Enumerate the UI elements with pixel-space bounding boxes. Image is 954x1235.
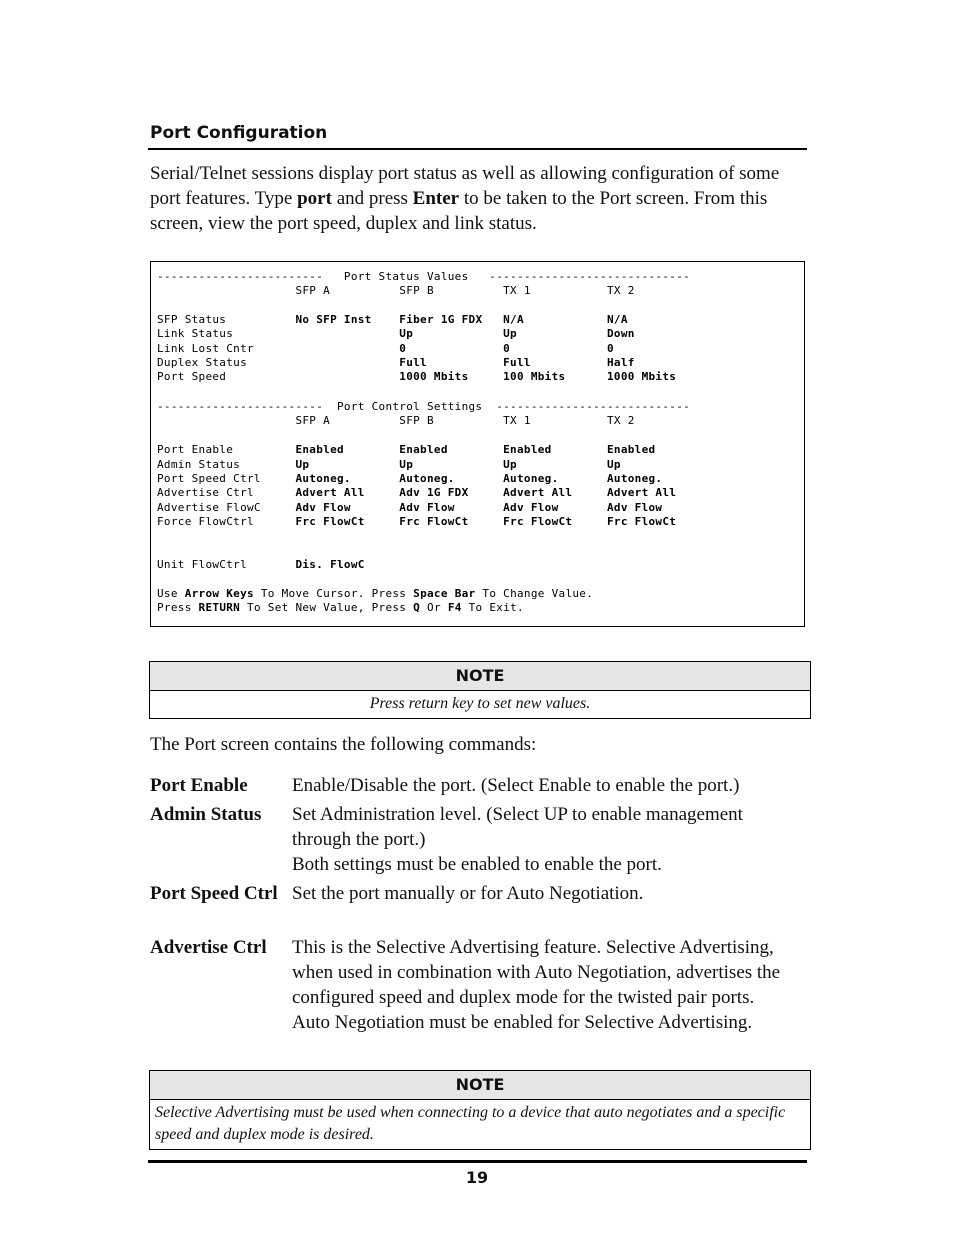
control-row xyxy=(157,458,621,472)
command-desc-port-speed-ctrl: Set the port manually or for Auto Negotiation. xyxy=(292,883,644,904)
help-text: Press xyxy=(157,601,199,614)
control-row-values: Up Up Up Up xyxy=(295,458,621,471)
control-header-line: ------------------------ Port Control Settings ---------------------------- xyxy=(157,400,691,413)
command-desc-advertise-ctrl: This is the Selective Advertising feature. Selective Advertising, when used in combination with Auto Negotiation, advertises the configured speed and duplex mode for the twisted pair ports. Auto Negotiation must be enabled for Selective Advertising. xyxy=(292,937,781,1033)
status-row xyxy=(157,370,676,384)
note-text: Selective Advertising must be used when connecting to a device that auto negotiates and a specific speed and duplex mode is desired. xyxy=(155,1104,786,1143)
control-row-label: Port Enable xyxy=(157,443,296,456)
note-box-1 xyxy=(149,661,811,719)
unit-flow-value: Dis. FlowC xyxy=(295,558,365,571)
control-row-label: Advertise Ctrl xyxy=(157,486,296,499)
status-row-values: 1000 Mbits 100 Mbits 1000 Mbits xyxy=(295,370,677,383)
status-row-values: No SFP Inst Fiber 1G FDX N/A N/A xyxy=(295,313,628,326)
control-row xyxy=(157,443,655,457)
control-row-values: Enabled Enabled Enabled Enabled xyxy=(295,443,656,456)
status-row xyxy=(157,327,635,341)
command-term-advertise-ctrl: Advertise Ctrl xyxy=(150,937,267,958)
command-desc-admin-status: Set Administration level. (Select UP to enable management through the port.) xyxy=(292,804,743,850)
command-desc-port-enable: Enable/Disable the port. (Select Enable to enable the port.) xyxy=(292,775,740,796)
control-row-values: Advert All Adv 1G FDX Advert All Advert All xyxy=(295,486,677,499)
status-row-label: Port Speed xyxy=(157,370,296,383)
help-text: To Exit. xyxy=(461,601,524,614)
section-heading: Port Configuration xyxy=(150,123,328,143)
intro-text-2: and press xyxy=(331,188,413,209)
control-row-values: Autoneg. Autoneg. Autoneg. Autoneg. xyxy=(295,472,663,485)
control-row xyxy=(157,486,676,500)
help-text: Or xyxy=(420,601,448,614)
status-row-label: Link Lost Cntr xyxy=(157,342,296,355)
control-row xyxy=(157,515,676,529)
control-row-values: Adv Flow Adv Flow Adv Flow Adv Flow xyxy=(295,501,663,514)
terminal-screenshot xyxy=(150,261,805,627)
help-text: To Change Value. xyxy=(475,587,594,600)
help-key: Q xyxy=(413,601,421,614)
status-row-label: SFP Status xyxy=(157,313,296,326)
control-row-label: Force FlowCtrl xyxy=(157,515,296,528)
intro-text-3: to be taken to the Port screen. From this screen, view the port speed, duplex and link status. xyxy=(150,188,768,234)
help-key: F4 xyxy=(447,601,462,614)
help-line-1 xyxy=(157,587,593,601)
status-row-values: Full Full Half xyxy=(295,356,635,369)
status-row-values: 0 0 0 xyxy=(295,342,614,355)
command-desc-admin-status-note: Both settings must be enabled to enable the port. xyxy=(292,854,662,875)
status-row xyxy=(157,356,635,370)
command-term-port-enable: Port Enable xyxy=(150,775,248,796)
intro-text-1: Serial/Telnet sessions display port status as well as allowing configuration of some port features. Type xyxy=(150,163,780,209)
footer-rule xyxy=(148,1160,807,1163)
intro-bold-enter: Enter xyxy=(412,188,460,209)
control-column-header: SFP A SFP B TX 1 TX 2 xyxy=(157,414,635,427)
status-row xyxy=(157,342,614,356)
help-key: Arrow Keys xyxy=(184,587,254,600)
help-text: To Move Cursor. Press xyxy=(253,587,414,600)
command-term-admin-status: Admin Status xyxy=(150,804,262,825)
unit-flow-row xyxy=(157,558,365,572)
note-title: NOTE xyxy=(150,662,810,691)
help-line-2 xyxy=(157,601,524,615)
control-row-values: Frc FlowCt Frc FlowCt Frc FlowCt Frc FlowCt xyxy=(295,515,677,528)
help-text: To Set New Value, Press xyxy=(240,601,414,614)
intro-paragraph xyxy=(150,161,810,236)
control-row xyxy=(157,472,662,486)
help-key: RETURN xyxy=(198,601,241,614)
status-row xyxy=(157,313,628,327)
status-column-header: SFP A SFP B TX 1 TX 2 xyxy=(157,284,635,297)
control-row-label: Advertise FlowC xyxy=(157,501,296,514)
page-number: 19 xyxy=(465,1168,489,1187)
help-key: Space Bar xyxy=(413,587,476,600)
note-title: NOTE xyxy=(150,1071,810,1100)
heading-rule xyxy=(148,148,807,150)
commands-intro: The Port screen contains the following commands: xyxy=(150,734,537,755)
unit-flow-label: Unit FlowCtrl xyxy=(157,558,296,571)
help-text: Use xyxy=(157,587,185,600)
note-box-2 xyxy=(149,1070,811,1150)
status-header-line: ------------------------ Port Status Values ----------------------------- xyxy=(157,270,691,283)
status-row-label: Duplex Status xyxy=(157,356,296,369)
intro-bold-port: port xyxy=(297,188,332,209)
note-text: Press return key to set new values. xyxy=(369,695,591,712)
status-row-values: Up Up Down xyxy=(295,327,635,340)
command-term-port-speed-ctrl: Port Speed Ctrl xyxy=(150,883,278,904)
control-row xyxy=(157,501,662,515)
control-row-label: Admin Status xyxy=(157,458,296,471)
status-row-label: Link Status xyxy=(157,327,296,340)
control-row-label: Port Speed Ctrl xyxy=(157,472,296,485)
